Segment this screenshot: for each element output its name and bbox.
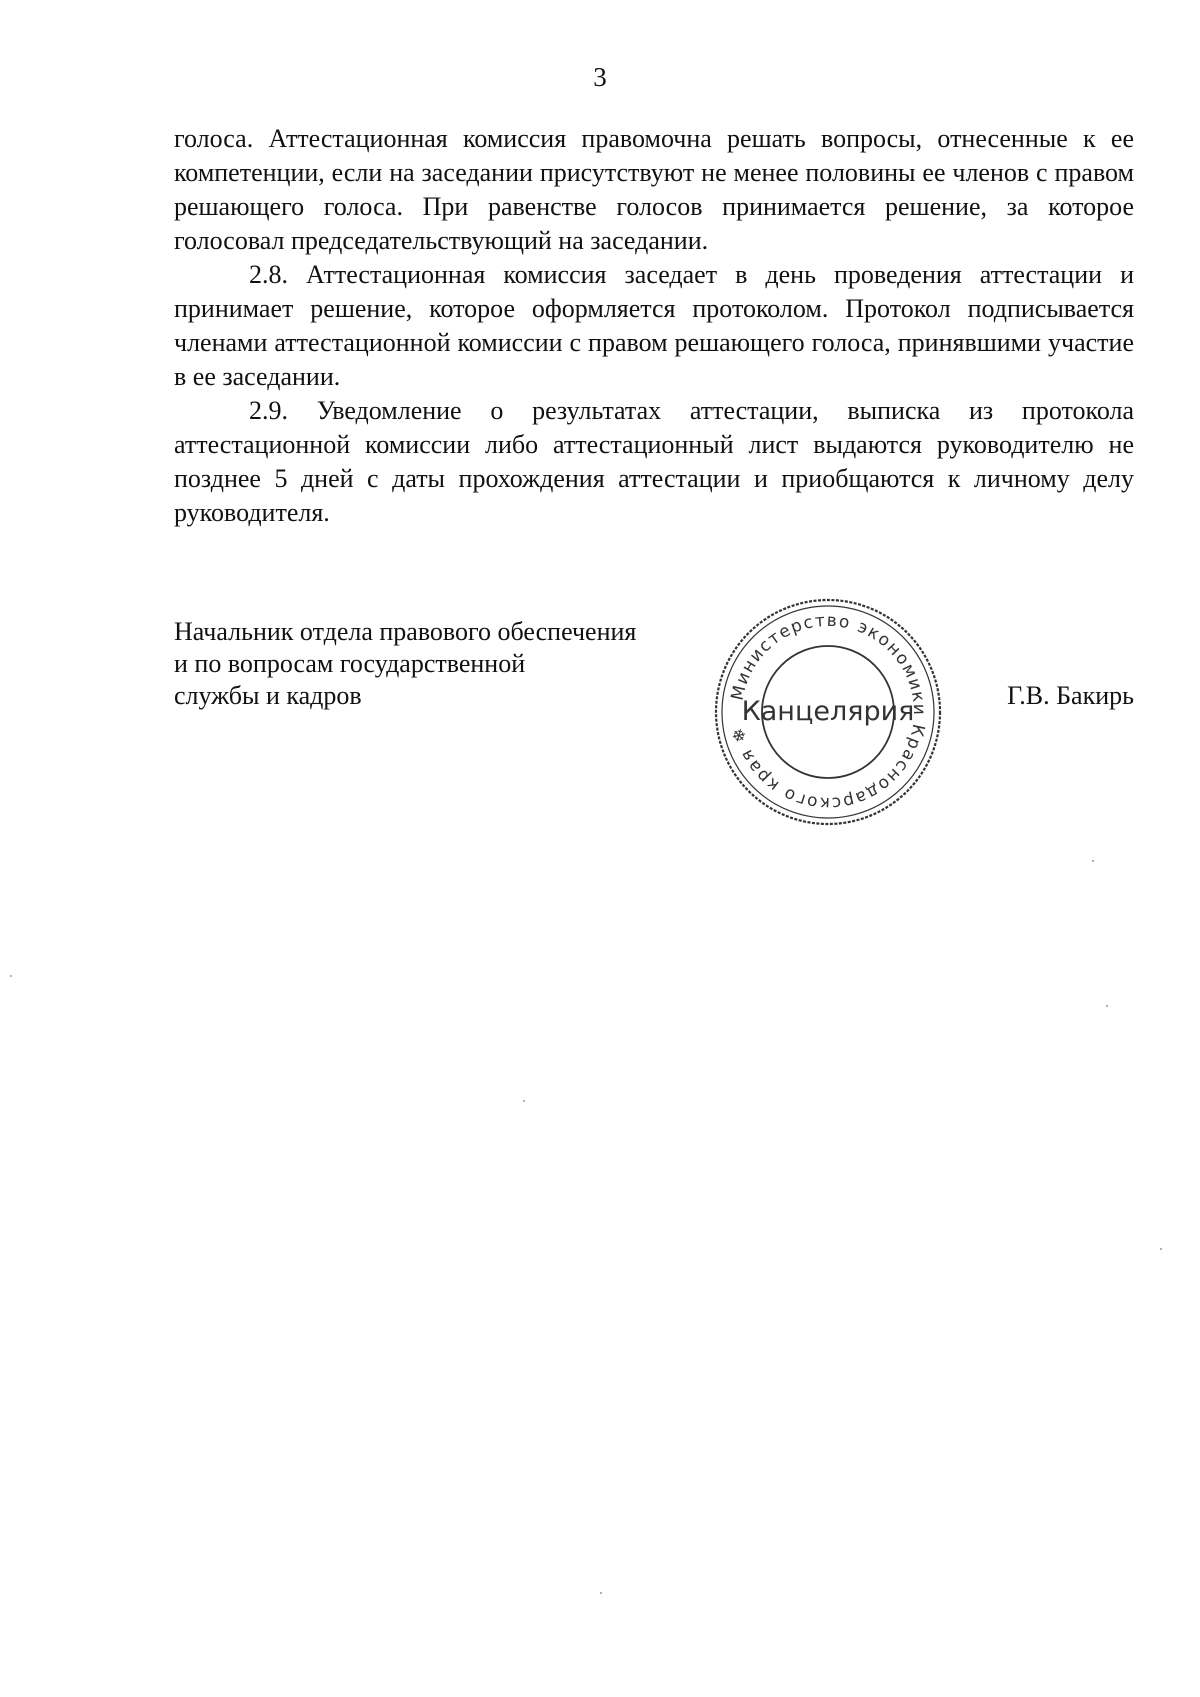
scan-speck <box>600 1592 602 1594</box>
signatory-name: Г.В. Бакирь <box>1007 681 1134 710</box>
paragraph-2-8: 2.8. Аттестационная комиссия заседает в день проведения аттестации и принимает решение, которое оформляется протоколом. Протокол подписывается членами аттестационной комиссии с правом решающего голоса, принявшими участие в ее заседании. <box>174 260 1134 391</box>
paragraph-continuation: голоса. Аттестационная комиссия правомочна решать вопросы, отнесенные к ее компетенции, если на заседании присутствуют не менее половины ее членов с правом решающего голоса. При равенстве голосов принимается решение, за которое голосовал председательствующий на заседании. <box>174 124 1134 255</box>
office-stamp <box>708 592 948 832</box>
document-body <box>174 122 1134 530</box>
scan-speck <box>1092 860 1094 862</box>
signatory-position-line: Начальник отдела правового обеспечения <box>174 617 637 646</box>
paragraph-2-9: 2.9. Уведомление о результатах аттестации, выписка из протокола аттестационной комиссии либо аттестационный лист выдаются руководителю не позднее 5 дней с даты прохождения аттестации и приобщаются к личному делу руководителя. <box>174 396 1134 527</box>
signatory-position <box>174 616 636 712</box>
stamp-ring-text: Министерство экономики Краснодарского края ❄ <box>727 610 930 814</box>
scan-speck <box>1106 1005 1108 1007</box>
page-number: 3 <box>593 62 607 92</box>
scan-speck <box>523 1100 525 1102</box>
scan-speck <box>10 975 12 977</box>
scan-speck <box>1160 1248 1162 1250</box>
signatory-position-line: и по вопросам государственной <box>174 649 526 678</box>
signatory-position-line: службы и кадров <box>174 681 362 710</box>
stamp-center-text: Канцелярия <box>741 696 915 727</box>
